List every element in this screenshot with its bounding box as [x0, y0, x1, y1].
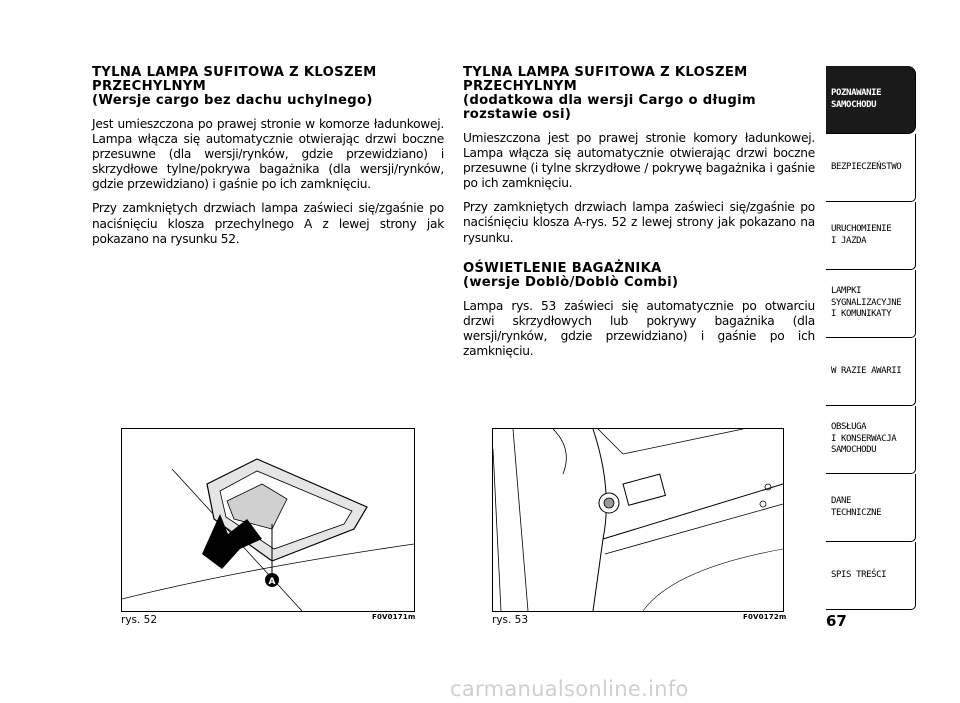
heading-line: (Wersje cargo bez dachu uchylnego): [92, 93, 373, 108]
tab-awarie[interactable]: W RAZIE AWARII: [826, 338, 916, 406]
section-heading: [463, 66, 815, 122]
heading-line: TYLNA LAMPA SUFITOWA Z KLOSZEM: [92, 65, 377, 80]
heading-line: OŚWIETLENIE BAGAŻNIKA: [463, 260, 662, 276]
section-heading: [463, 262, 815, 290]
tab-lampki[interactable]: LAMPKI SYGNALIZACYJNE I KOMUNIKATY: [826, 270, 916, 338]
heading-line: (dodatkowa dla wersji Cargo o długim: [463, 93, 756, 108]
page-number: 67: [826, 612, 847, 630]
figure-caption: rys. 53: [492, 614, 529, 626]
figure-label: A: [268, 577, 276, 587]
paragraph: Przy zamkniętych drzwiach lampa zaświeci się/zgaśnie po naciśnięciu klosza przechylnego A z lewej strony jak pokazano na rysunku 52.: [92, 201, 444, 246]
left-column: [92, 66, 444, 256]
heading-line: TYLNA LAMPA SUFITOWA Z KLOSZEM: [463, 65, 748, 80]
paragraph: Przy zamkniętych drzwiach lampa zaświeci się/zgaśnie po naciśnięciu klosza A-rys. 52 z lewej strony jak pokazano na rysunku.: [463, 200, 815, 245]
tab-poznawanie[interactable]: POZNAWANIE SAMOCHODU: [826, 66, 916, 134]
tab-obsluga[interactable]: OBSŁUGA I KONSERWACJA SAMOCHODU: [826, 406, 916, 474]
lamp-illustration: [122, 429, 414, 611]
watermark: carmanualsonline.info: [450, 677, 689, 701]
tab-uruchomienie[interactable]: URUCHOMIENIE I JAZDA: [826, 202, 916, 270]
tab-dane[interactable]: DANE TECHNICZNE: [826, 474, 916, 542]
tab-bezpieczenstwo[interactable]: BEZPIECZEŃSTWO: [826, 134, 916, 202]
tab-spis[interactable]: SPIS TREŚCI: [826, 542, 916, 610]
paragraph: Jest umieszczona po prawej stronie w komorze ładunkowej. Lampa włącza się automatycznie otwierając drzwi boczne przesuwne (dla wersji/rynków, gdzie przewidziano) i skrzydłowe tylne/pokrywa bagażnika (dla wersji/rynków, gdzie przewidziano) i gaśnie po ich zamknięciu.: [92, 117, 444, 192]
figure-code: F0V0171m: [372, 613, 416, 621]
heading-line: (wersje Doblò/Doblò Combi): [463, 274, 679, 290]
right-column: [463, 66, 815, 368]
section-heading: [92, 66, 444, 108]
trunk-illustration: [493, 429, 783, 611]
figure-trunk-lamp: [492, 428, 784, 612]
figure-rear-lamp: [121, 428, 415, 612]
heading-line: rozstawie osi): [463, 107, 572, 122]
paragraph: Umieszczona jest po prawej stronie komory ładunkowej. Lampa włącza się automatycznie otwierając drzwi boczne przesuwne (i tylne skrzydłowe / pokrywę bagażnika i gaśnie po ich zamknięciu.: [463, 131, 815, 191]
heading-line: PRZECHYLNYM: [92, 79, 207, 94]
figure-code: F0V0172m: [743, 613, 787, 621]
paragraph: Lampa rys. 53 zaświeci się automatycznie po otwarciu drzwi skrzydłowych lub pokrywy bagażnika (dla wersji/rynków, gdzie przewidziano) i gaśnie po ich zamknięciu.: [463, 298, 815, 358]
figure-caption: rys. 52: [121, 614, 158, 626]
heading-line: PRZECHYLNYM: [463, 79, 578, 94]
